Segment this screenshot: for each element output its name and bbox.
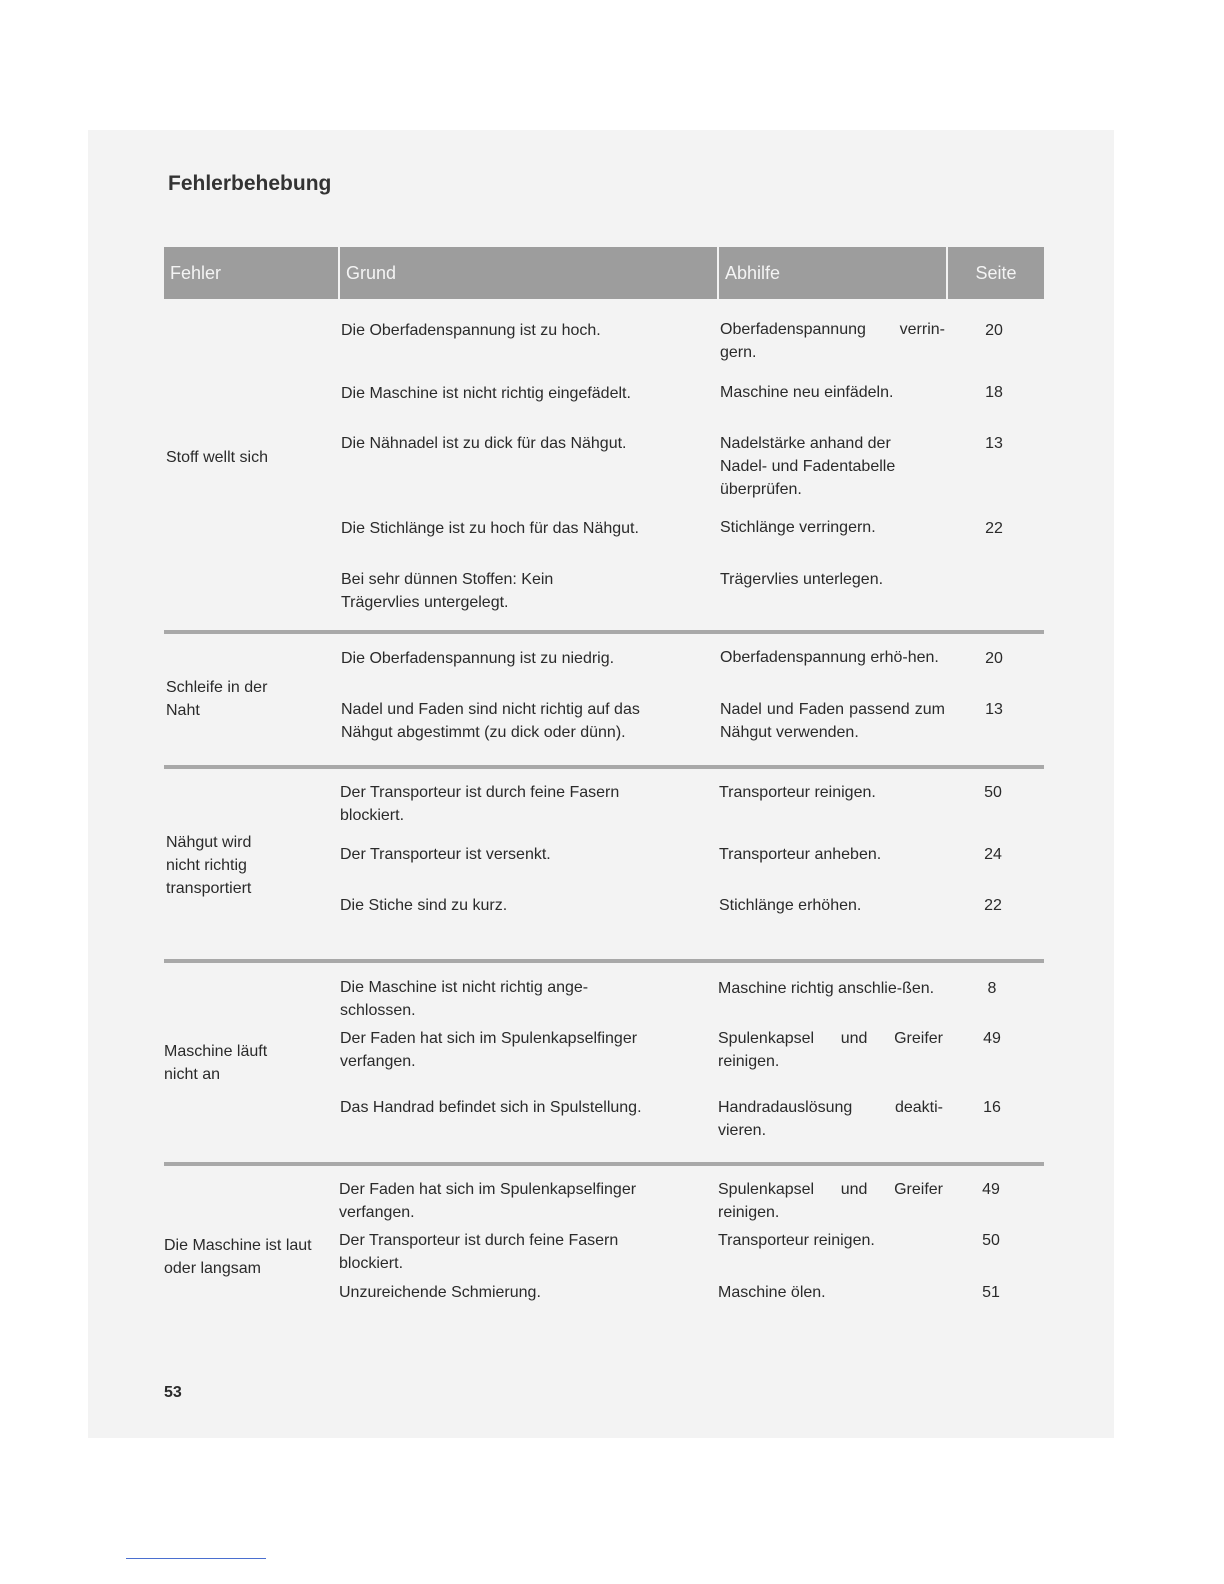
seite-cell: 22	[985, 520, 1003, 537]
seite-cell: 49	[982, 1181, 1000, 1198]
abhilfe-cell: Oberfadenspannung erhö-hen.	[720, 649, 939, 666]
seite-cell: 13	[985, 701, 1003, 718]
abhilfe-cell: Maschine neu einfädeln.	[720, 384, 894, 401]
abhilfe-cell: Maschine ölen.	[718, 1284, 826, 1301]
fehler-label: Stoff wellt sich	[166, 449, 268, 466]
abhilfe-cell: Transporteur reinigen.	[719, 784, 876, 801]
grund-cell: Die Nähnadel ist zu dick für das Nähgut.	[341, 435, 627, 452]
grund-cell: Der Transporteur ist durch feine Fasern blockiert.	[340, 784, 620, 824]
grund-cell: Der Faden hat sich im Spulenkapselfinger verfangen.	[339, 1181, 637, 1221]
page-number: 53	[164, 1384, 182, 1401]
group-divider	[164, 630, 1044, 634]
grund-cell: Der Transporteur ist durch feine Fasern blockiert.	[339, 1232, 619, 1272]
grund-cell: Bei sehr dünnen Stoffen: Kein Trägervlies untergelegt.	[341, 571, 554, 611]
grund-cell: Die Oberfadenspannung ist zu niedrig.	[341, 650, 615, 667]
fehler-label: Schleife in der Naht	[166, 679, 268, 719]
fehler-label: Die Maschine ist laut oder langsam	[164, 1237, 312, 1277]
fehler-label: Maschine läuft nicht an	[164, 1043, 268, 1083]
grund-cell: Die Oberfadenspannung ist zu hoch.	[341, 322, 601, 339]
abhilfe-cell: Transporteur reinigen.	[718, 1232, 875, 1249]
grund-cell: Das Handrad befindet sich in Spulstellung.	[340, 1099, 642, 1116]
fehler-label: Nähgut wird nicht richtig transportiert	[166, 834, 252, 897]
grund-cell: Der Transporteur ist versenkt.	[340, 846, 551, 863]
seite-cell: 51	[982, 1284, 1000, 1301]
abhilfe-cell: Maschine richtig anschlie-ßen.	[718, 980, 935, 997]
abhilfe-cell: Spulenkapsel und Greifer reinigen.	[718, 1030, 943, 1070]
column-header-grund: Grund	[346, 263, 397, 283]
abhilfe-cell: Trägervlies unterlegen.	[720, 571, 884, 588]
group-divider	[164, 765, 1044, 769]
column-header-seite: Seite	[975, 263, 1017, 283]
grund-cell: Die Maschine ist nicht richtig eingefädelt.	[341, 385, 631, 402]
abhilfe-cell: Stichlänge verringern.	[720, 519, 876, 536]
seite-cell: 24	[984, 846, 1002, 863]
grund-cell: Der Faden hat sich im Spulenkapselfinger verfangen.	[340, 1030, 638, 1070]
abhilfe-cell: Spulenkapsel und Greifer reinigen.	[718, 1181, 943, 1221]
grund-cell: Nadel und Faden sind nicht richtig auf das Nähgut abgestimmt (zu dick oder dünn).	[341, 701, 640, 741]
seite-cell: 8	[987, 980, 997, 997]
seite-cell: 20	[985, 650, 1003, 667]
group-divider	[164, 1162, 1044, 1166]
table-header	[164, 247, 1044, 299]
abhilfe-cell: Stichlänge erhöhen.	[719, 897, 862, 914]
abhilfe-cell: Handradauslösung deakti-vieren.	[718, 1099, 943, 1139]
seite-cell: 50	[982, 1232, 1000, 1249]
seite-cell: 49	[983, 1030, 1001, 1047]
seite-cell: 16	[983, 1099, 1001, 1116]
group-divider	[164, 959, 1044, 963]
abhilfe-cell: Oberfadenspannung verrin-gern.	[720, 321, 945, 361]
seite-cell: 13	[985, 435, 1003, 452]
seite-cell: 50	[984, 784, 1002, 801]
seite-cell: 20	[985, 322, 1003, 339]
footer-rule	[126, 1558, 266, 1559]
grund-cell: Die Stiche sind zu kurz.	[340, 897, 508, 914]
abhilfe-cell: Nadel und Faden passend zum Nähgut verwenden.	[720, 701, 945, 741]
column-header-fehler: Fehler	[170, 263, 222, 283]
grund-cell: Die Maschine ist nicht richtig ange-schlossen.	[340, 979, 589, 1019]
grund-cell: Unzureichende Schmierung.	[339, 1284, 541, 1301]
grund-cell: Die Stichlänge ist zu hoch für das Nähgut.	[341, 520, 639, 537]
page-title: Fehlerbehebung	[168, 172, 332, 195]
seite-cell: 22	[984, 897, 1002, 914]
abhilfe-cell: Transporteur anheben.	[719, 846, 882, 863]
abhilfe-cell: Nadelstärke anhand der Nadel- und Fadentabelle überprüfen.	[720, 435, 896, 498]
seite-cell: 18	[985, 384, 1003, 401]
column-header-abhilfe: Abhilfe	[725, 263, 781, 283]
